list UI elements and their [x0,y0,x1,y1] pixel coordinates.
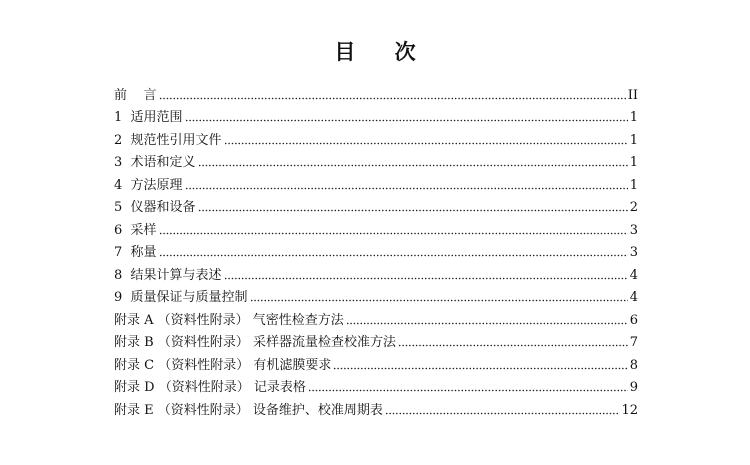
toc-entry-4[interactable] [114,170,638,193]
toc-entry-label: 7 称量 [114,245,157,260]
toc-entry-8[interactable] [114,260,638,283]
toc-entry-page: 1 [629,132,638,148]
toc-entry-label: 附录 D （资料性附录） 记录表格 [114,380,306,395]
dot-leader [385,402,620,415]
toc-entry-2[interactable] [114,125,638,148]
toc-entry-page: II [627,87,638,103]
toc-entry-page: 1 [629,110,638,125]
toc-entry-page: 9 [629,380,638,395]
toc-entry-3[interactable] [114,148,638,171]
toc-entry-page: 3 [629,222,638,238]
dot-leader [198,199,628,212]
dot-leader [159,222,628,235]
dot-leader [250,289,628,302]
toc-entry-page: 4 [629,267,638,283]
dot-leader [308,379,628,392]
toc-list [114,80,638,418]
toc-entry-page: 3 [629,245,638,260]
toc-entry-appendix-b[interactable] [114,328,638,351]
toc-entry-label: 附录 C （资料性附录） 有机滤膜要求 [114,357,332,373]
toc-entry-label: 附录 A （资料性附录） 气密性检查方法 [114,312,344,328]
dot-leader [398,334,628,347]
toc-entry-label: 6 采样 [114,222,157,238]
toc-entry-page: 8 [629,357,638,373]
toc-entry-label: 1 适用范围 [114,110,183,125]
dot-leader [198,154,628,167]
toc-entry-appendix-a[interactable] [114,305,638,328]
toc-entry-page: 6 [629,312,638,328]
toc-entry-page: 7 [629,335,638,350]
toc-entry-appendix-c[interactable] [114,350,638,373]
toc-entry-label: 4 方法原理 [114,177,183,193]
toc-entry-5[interactable] [114,193,638,216]
toc-entry-label: 3 术语和定义 [114,155,196,170]
dot-leader [185,177,628,190]
toc-entry-appendix-e[interactable] [114,395,638,418]
dot-leader [346,312,628,325]
toc-entry-page: 1 [629,155,638,170]
toc-entry-label: 附录 E （资料性附录） 设备维护、校准周期表 [114,402,383,418]
toc-entry-page: 2 [629,200,638,215]
toc-entry-page: 12 [621,402,638,418]
toc-entry-label: 前 言 [114,87,157,103]
dot-leader [333,357,627,370]
toc-entry-label: 8 结果计算与表述 [114,267,222,283]
toc-entry-page: 4 [629,290,638,305]
dot-leader [224,267,628,280]
toc-entry-label: 2 规范性引用文件 [114,132,222,148]
dot-leader [159,244,628,257]
toc-entry-6[interactable] [114,215,638,238]
toc-entry-7[interactable] [114,238,638,261]
dot-leader [159,87,626,100]
toc-title: 目 次 [334,39,432,64]
toc-entry-foreword[interactable] [114,80,638,103]
toc-entry-1[interactable] [114,103,638,126]
dot-leader [185,109,628,122]
toc-entry-label: 9 质量保证与质量控制 [114,290,248,305]
toc-entry-label: 附录 B （资料性附录） 采样器流量检查校准方法 [114,335,396,350]
dot-leader [224,132,628,145]
toc-entry-label: 5 仪器和设备 [114,200,196,215]
toc-entry-appendix-d[interactable] [114,373,638,396]
toc-entry-page: 1 [629,177,638,193]
toc-entry-9[interactable] [114,283,638,306]
